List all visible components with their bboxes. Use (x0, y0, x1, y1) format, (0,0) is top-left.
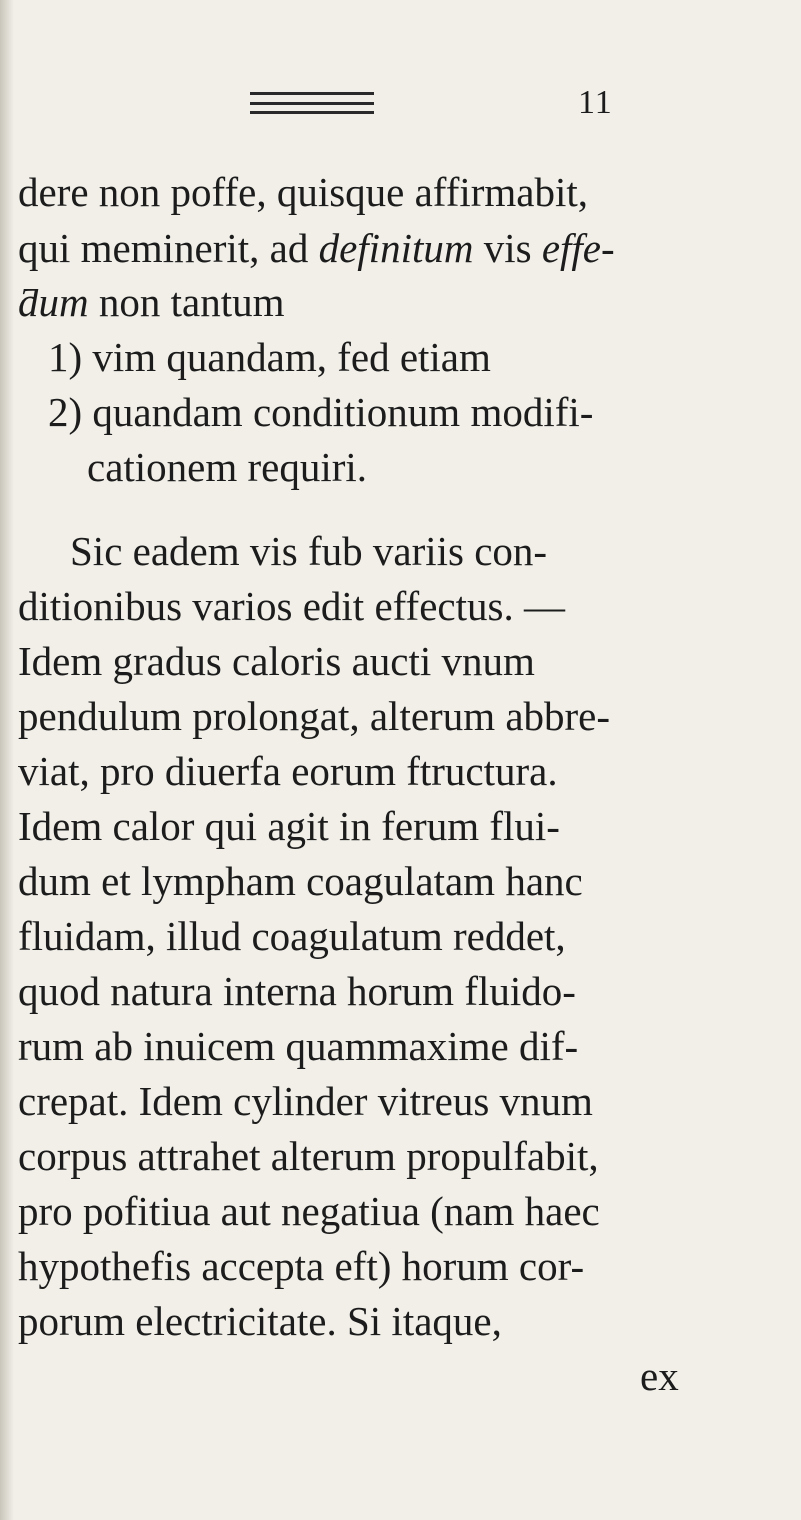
text-line: pendulum prolongat, alterum abbre- (18, 693, 611, 739)
text-line: ditionibus varios edit effectus. — (18, 583, 565, 629)
text-segment: vis (473, 225, 542, 271)
text-line: porum electricitate. Si itaque, (18, 1298, 502, 1344)
spine-shadow (0, 0, 14, 1520)
text-line-2 (18, 225, 615, 271)
text-line: Idem gradus caloris aucti vnum (18, 638, 535, 684)
text-line-3 (18, 279, 285, 325)
list-item-2-continuation: cationem requiri. (87, 444, 368, 490)
text-segment: non tantum (88, 279, 285, 325)
text-line: pro pofitiua aut negatiua (nam haec (18, 1188, 600, 1234)
italic-term: definitum (318, 225, 474, 271)
text-line: dum et lympham coagulatam hanc (18, 858, 583, 904)
header-ornament (250, 92, 374, 114)
page-number: 11 (578, 84, 613, 121)
text-line: fluidam, illud coagulatum reddet, (18, 913, 566, 959)
text-line: corpus attrahet alterum propulfabit, (18, 1133, 599, 1179)
text-line: hypothefis accepta eft) horum cor- (18, 1243, 585, 1289)
text-line: viat, pro diuerfa eorum ftructura. (18, 748, 558, 794)
text-line: rum ab inuicem quammaxime dif- (18, 1023, 579, 1069)
catchword: ex (640, 1353, 679, 1399)
italic-term: effe- (541, 225, 615, 271)
text-line: quod natura interna horum fluido- (18, 968, 576, 1014)
text-segment: qui meminerit, ad (18, 225, 319, 271)
text-line-1: dere non poffe, quisque affirmabit, (18, 169, 589, 215)
paragraph-start: Sic eadem vis fub variis con- (70, 528, 548, 574)
text-line: Idem calor qui agit in ferum flui- (18, 803, 560, 849)
list-item-1: 1) vim quandam, fed etiam (48, 334, 491, 380)
list-item-2: 2) quandam conditionum modifi- (48, 389, 594, 435)
italic-term: ƌum (18, 279, 89, 325)
text-line: crepat. Idem cylinder vitreus vnum (18, 1078, 593, 1124)
